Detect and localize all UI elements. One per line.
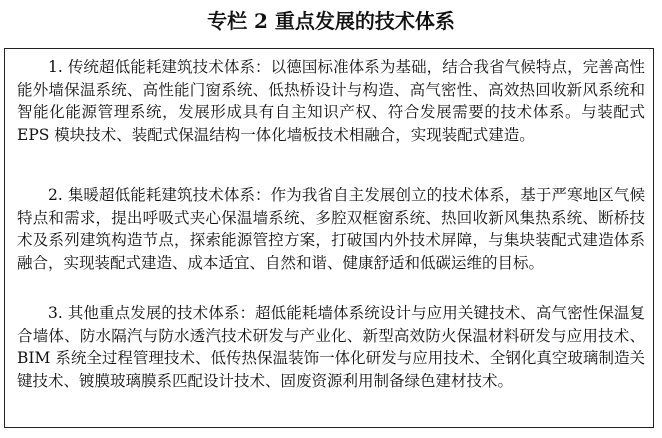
section-1-paragraph [17, 56, 645, 146]
section-2-heading: 2. 集暖超低能耗建筑技术体系： [48, 186, 271, 204]
section-1-heading: 1. 传统超低能耗建筑技术体系： [48, 58, 271, 76]
box-title: 专栏 2 重点发展的技术体系 [207, 9, 455, 33]
section-2-paragraph [17, 184, 645, 274]
section-3-body: 超低能耗墙体系统设计与应用关键技术、高气密性保温复合墙体、防水隔汽与防水透汽技术研发与产业化、新型高效防火保温材料研发与应用技术、BIM 系统全过程管理技术、低传热保温装饰一体化研发与应用技术、全钢化真空玻璃制造关键技术、镀膜玻璃膜系匹配设计技术、固废资源利用制备绿色建材技术。 [17, 304, 645, 390]
content-box [4, 48, 654, 428]
section-2-body: 作为我省自主发展创立的技术体系，基于严寒地区气候特点和需求，提出呼吸式夹心保温墙系统、多腔双框窗系统、热回收新风集热系统、断桥技术及系列建筑构造节点，探索能源管控方案，打破国内外技术屏障，与集块装配式建造体系融合，实现装配式建造、成本适宜、自然和谐、健康舒适和低碳运维的目标。 [17, 186, 645, 272]
section-1-body: 以德国标准体系为基础，结合我省气候特点，完善高性能外墙保温系统、高性能门窗系统、低热桥设计与构造、高气密性、高效热回收新风系统和智能化能源管理系统，发展形成具有自主知识产权、符合发展需要的技术体系。与装配式 EPS 模块技术、装配式保温结构一体化墙板技术相融合，实现装配式建造。 [17, 58, 645, 144]
section-3-paragraph [17, 302, 645, 392]
section-3-heading: 3. 其他重点发展的技术体系： [48, 304, 256, 322]
